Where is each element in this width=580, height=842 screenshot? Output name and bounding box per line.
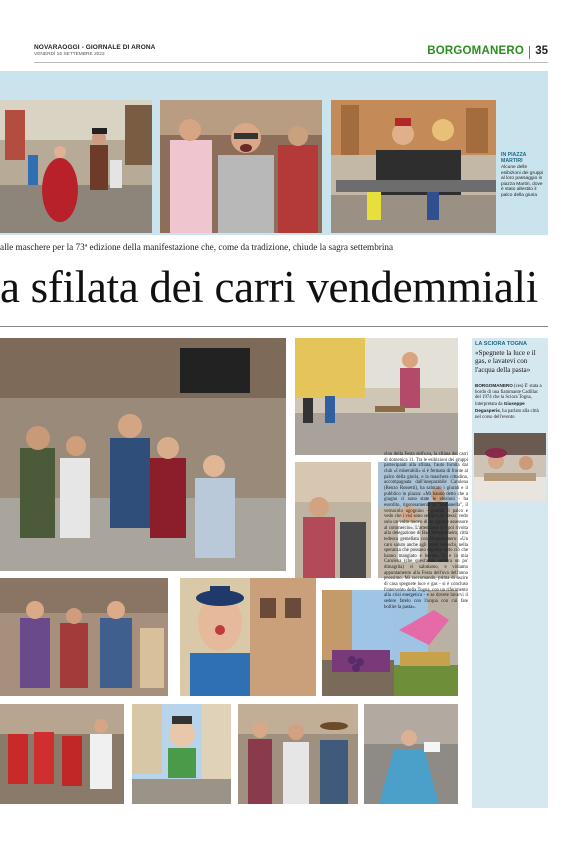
section-title: BORGOMANERO	[427, 45, 524, 57]
page-number: 35	[535, 45, 548, 57]
photo-caption-box	[501, 152, 545, 199]
article-subtitle: alle maschere per la 73ª edizione della manifestazione che, come da tradizione, chiude la sagra settembrina	[0, 242, 394, 252]
publication-name: NOVARAOGGI - GIORNALE DI ARONA	[34, 44, 156, 51]
photo-clown-float	[132, 704, 231, 804]
photo-puppet-float	[331, 100, 496, 233]
photo-crowd-of-youth	[0, 338, 286, 571]
sidebar-box	[472, 338, 548, 808]
publication-date: VENERDÌ 16 SETTEMBRE 2022	[34, 52, 105, 57]
photo-caption-text: Alcune delle esibizioni dei gruppi al loro passaggio in piazza Martiri, dove è stato allestito il palco della giuria	[501, 165, 544, 198]
photo-red-costume-group	[0, 704, 124, 804]
photo-singing-crowd	[160, 100, 322, 233]
sidebar-lead-text: (ces) E' stata a bordo di una fiammante Cadillac del 1974 che la Sciora Togna, interpretata da	[475, 384, 542, 408]
photo-dancing-group	[0, 578, 168, 696]
photo-man-in-crowd	[295, 462, 371, 578]
photo-giant-puppet	[180, 578, 316, 696]
sidebar-lead-name: Giuseppe Degasperis	[475, 401, 525, 413]
header-rule	[34, 62, 548, 63]
sidebar-kicker: LA SCIORA TOGNA	[475, 341, 528, 347]
photo-caption-title: IN PIAZZA MARTIRI	[501, 152, 527, 164]
header-divider	[529, 46, 530, 59]
photo-women-with-hats	[238, 704, 358, 804]
photo-blue-gown-lady	[364, 704, 458, 804]
headline-rule	[0, 326, 548, 327]
photo-sciora-togna	[474, 433, 546, 501]
article-headline: a sfilata dei carri vendemmiali	[0, 262, 538, 312]
page-header	[34, 44, 548, 66]
sidebar-lead-tail: , ha parlato alla città nel corso dell'evento	[475, 408, 539, 420]
sidebar-lead	[475, 383, 545, 420]
photo-costumed-dancers	[0, 100, 152, 233]
sidebar-lead-city: BORGOMANERO	[475, 383, 513, 388]
sidebar-quote: «Spegnete la luce e il gas, e lavatevi con l'acqua della pasta»	[475, 349, 536, 374]
article-body-column: clou della Festa dell'uva, la sfilata dei carri di domenica 11. Tra le esibizioni dei gruppi partecipanti alla sfilata, l'auto fornita dal club «I miserabili» si è fermata di fronte al palco della giuria, e la maschera cittadina, accompagnata dall'inseparabile Carulena (Renzo Rossetti), ha salutato i giurati e il pubblico in piazza: «Mi hanno detto che a giugno ci sono state le elezioni - ha esordito, rigorosamente in "burbanella", il vernacolo agognino - guardo il palco e vedo che i visi sono sempre gli stessi: vedo solo un volto nuovo di un signore assessore al commercio». L'attenzione si è poi rivolta alla delegazione di Bad Mergentheim, città tedesca gemellata con Borgomanero: «Un caro saluto anche agli ospiti tedeschi, nella speranza che possano digerire tutto ciò che hanno mangiato e bevuto. Io e la mia Carulena (che quest'anno sembra un po' dimagrita) vi salutiamo, e vidiamo appuntamento alla Festa dell'uva dell'anno prossimo. Mi raccomando, prima di uscire di casa spegnete luce e gas - si è concluso l'intervento della Togna, con un riferimento alla crisi energetica - e se dovete lavarvi il sedere fatelo con l'acqua con cui fate bollire la pasta».	[384, 452, 468, 610]
photo-street-performer	[295, 338, 458, 455]
